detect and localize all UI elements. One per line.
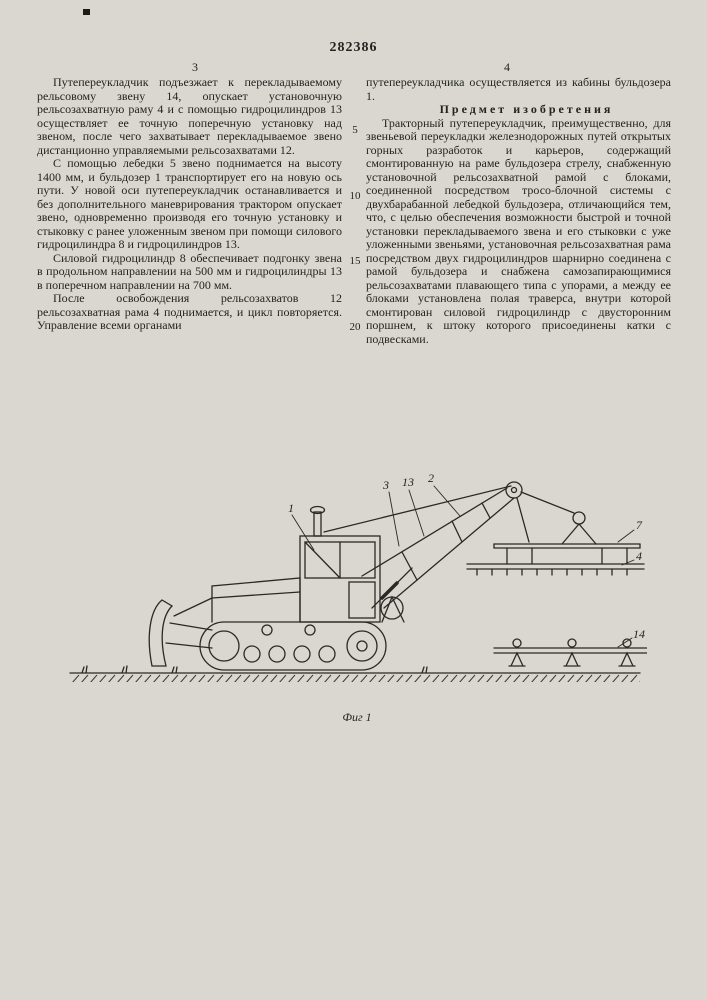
scan-artifact bbox=[83, 9, 90, 15]
figure-label-14: 14 bbox=[633, 627, 645, 641]
margin-line-number: 5 bbox=[352, 124, 358, 136]
margin-line-number: 15 bbox=[349, 255, 361, 267]
figure-label-7: 7 bbox=[636, 518, 642, 532]
paragraph-continuation: путепереукладчика осуществляется из кабины бульдозера 1. bbox=[366, 75, 671, 103]
claim-paragraph: Тракторный путепереукладчик, преимущественно, для звеньевой переукладки железнодорожных путей открытых горных разработок и карьеров, содержащий смонтированную на раме бульдозера стрелу, снабженную установочной рельсозахватной рамой с блоками, соединенной посредством тросо-блочной системы с двухбарабанной лебедкой бульдозера, отличающийся тем, что, с целью обеспечения возможности быстрой и точной установки перекладываемого звена и его стыковки с уже уложенными звеньями, установочная рельсозахватная рама посредством двух гидроцилиндров шарнирно соединена с рамой бульдозера и снабжена самозапирающимися рельсозахватами плавающего типа с упорами, а между ее блоками установлена полая траверса, внутри которой смонтирован силовой гидроцилиндр с двусторонним поршнем, к штоку которого присоединены катки с подвесками. bbox=[366, 115, 671, 346]
paragraph: Силовой гидроцилиндр 8 обеспечивает подгонку звена в продольном направлении на 500 мм и гидроцилиндры 13 в поперечном направлении на 700 мм. bbox=[37, 250, 342, 292]
figure-label-2: 2 bbox=[428, 471, 434, 485]
figure-drawing bbox=[62, 458, 647, 708]
claim-heading: Предмет изобретения bbox=[439, 102, 614, 116]
figure-label-3: 3 bbox=[383, 478, 389, 492]
leader-lines bbox=[292, 486, 634, 647]
boom bbox=[324, 482, 522, 608]
cable-system bbox=[517, 492, 596, 544]
paragraph: С помощью лебедки 5 звено поднимается на высоту 1400 мм, и бульдозер 1 транспортирует его на новую ось пути. У новой оси путепереукладчик останавливается и без дополнительного маневрирования трактором опускает звено, одновременно производя его точную установку и стыковку с ранее уложенным звеном при помощи силового гидроцилиндра 8 и гидроцилиндров 13. bbox=[37, 156, 342, 251]
margin-line-number: 20 bbox=[349, 321, 361, 333]
left-text-column bbox=[37, 76, 342, 333]
bulldozer-cab bbox=[300, 536, 380, 622]
page-column-number-left: 3 bbox=[192, 60, 198, 74]
page-column-number-right: 4 bbox=[504, 60, 510, 74]
figure-label-1: 1 bbox=[288, 501, 294, 515]
margin-line-number: 10 bbox=[349, 190, 361, 202]
bulldozer-hood bbox=[212, 578, 300, 622]
traverse-rail-frame bbox=[467, 544, 644, 575]
figure-label-4: 4 bbox=[636, 549, 642, 563]
ground-line bbox=[70, 666, 640, 682]
bulldozer-track bbox=[200, 622, 386, 670]
figure-1 bbox=[62, 458, 652, 725]
right-text-column bbox=[366, 76, 671, 346]
paragraph: Путепереукладчик подъезжает к перекладываемому рельсовому звену 14, опускает установочную рельсозахватную раму 4 и с помощью гидроцилиндров 13 осуществляет ее точную поперечную установку над звеном, после чего захватывает перекладываемое звено дистанционно управляемыми рельсозахватами 12. bbox=[37, 75, 342, 157]
figure-label-13: 13 bbox=[402, 475, 414, 489]
figure-caption: Фиг 1 bbox=[342, 710, 372, 724]
paragraph: После освобождения рельсозахватов 12 рельсозахватная рама 4 поднимается, и цикл повторяется. Управление всеми органами bbox=[37, 291, 342, 332]
margin-line-numbers bbox=[346, 0, 364, 400]
patent-number: 282386 bbox=[329, 40, 378, 55]
exhaust-pipe bbox=[311, 507, 325, 537]
